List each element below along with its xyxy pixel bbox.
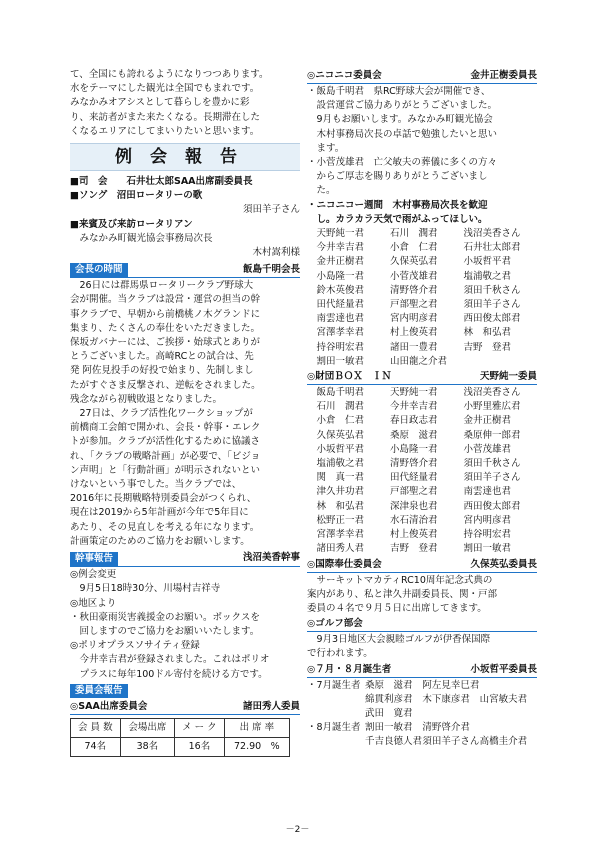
left-column [70,68,300,760]
attendance-header-row [71,718,290,737]
att-value-makeup: 16名 [175,737,225,756]
niconico-name: 金井正樹委員長 [470,70,537,81]
president-paragraph-1: 26日には群馬県ロータリークラブ野球大 会が開催。当クラブは設営・運営の担当の幹 事クラブで、早朝から前橋桃ノ木グランドに 集まり、たくさんの奉仕をいただきました。 保坂ガバナーには、ご挨拶・始球式とありが とうございました。高崎RCとの試合は、先 発 阿佐見投手の好投で始まり、先制しまし たがすぐさま反撃され、逆転をされました。 残念ながら初戦敗退となりました。 [70,280,261,405]
member-name: 戸部聖之君 [390,299,438,311]
member-name [464,355,538,369]
member-name: 金井正樹君 [463,415,512,427]
member-name: 清野啓介君 [390,458,438,470]
member-name: 南雲達也君 [316,313,365,325]
niconico-names [307,227,537,369]
member-name: 天野純一君 [390,387,438,399]
secretary-name: 浅沼美香幹事 [242,552,300,564]
member-name: 浅沼美香さん [463,228,521,240]
member-name: 吉野 登君 [390,543,438,555]
member-name: 久保英弘君 [316,429,365,441]
bday-title: ◎７月・８月誕生者 [307,663,392,675]
member-name: 田代経量君 [316,299,365,311]
member-name: 須田千秋さん [463,458,521,470]
member-name: 諸田秀人君 [316,543,365,555]
birthday-row [307,707,537,721]
sec-item-3: ◎ポリオプラスソサイティ登録 [70,640,200,652]
president-name: 飯島千明会長 [242,263,300,275]
att-value-rate: 72.90 % [224,737,289,756]
att-header-rate: 出 席 率 [224,718,289,737]
member-name: 今井幸吉君 [316,242,365,254]
guests-name: 木村嵩利様 [252,247,300,259]
member-name: 西田俊太郎君 [463,313,521,325]
member-name: 今井幸吉君 [390,401,438,413]
member-name: 宮内明彦君 [390,313,438,325]
niconico-week: ・ニコニコー週間 木村事務局次長を歓迎 し。カラカラ天気で雨がふってほしい。 [307,199,488,225]
member-name: 西田俊太郎君 [463,500,521,512]
member-name: 須田千秋さん [463,284,521,296]
member-name: 津久井功君 [316,486,365,498]
att-value-members: 74名 [71,737,121,756]
member-name: 春日政志君 [390,415,438,427]
sec-item-2-detail: ・秋田豪雨災害義援金のお願い。ボックスを 回しますのでご協力をお願いいたします。 [70,611,260,637]
member-name: 千吉良德人君 [365,736,423,748]
song-line: ■ソング 沼田ロータリーの歌 [70,190,203,202]
member-name: 割田一敏君 [316,355,365,367]
birthday-month [307,693,365,707]
birthday-row [307,735,537,749]
member-name: 宮澤孝幸君 [316,529,365,541]
box-names [307,386,537,556]
member-name: 塩浦敬之君 [316,458,365,470]
member-name: 石井壮太郎君 [463,242,521,254]
member-name: 割田一敏君 [365,722,413,734]
saa-header [70,700,300,715]
attendance-table [70,718,290,757]
member-name: 持谷明宏君 [463,529,512,541]
member-name: 清野啓介君 [422,722,470,734]
banner-title: 例会報告 [115,146,255,167]
box-title: ◎財団ＢＯＸ ＩＮ [307,371,392,383]
member-name: 小島隆一君 [390,443,438,455]
golf-title: ◎ゴルフ部会 [307,618,363,630]
committee-header [70,684,300,699]
member-name: 林 和弘君 [316,500,365,512]
president-header [70,262,300,278]
bday-header [307,663,537,678]
member-name: 小島隆一君 [316,270,365,282]
sec-item-1-detail: 9月5日18時30分、川場村吉祥寺 [79,583,221,595]
member-name: 桑原 滋君 [390,429,438,441]
golf-text: 9月3日地区大会親睦ゴルフが伊香保国際 で行われます。 [307,634,491,660]
secretary-header [70,551,300,567]
member-name: 小坂哲平君 [316,443,365,455]
sec-item-3-detail: 今井幸吉君が登録されました。これはポリオ プラスに毎年100ドル寄付を続ける方です。 [79,654,270,680]
member-name: 小野里雅広君 [463,401,521,413]
att-header-members: 会 員 数 [71,718,121,737]
saa-name: 諸田秀人委員 [242,700,300,712]
committee-tag: 委員会報告 [70,684,128,698]
member-name: 小倉 仁君 [390,242,438,254]
member-name: 綿貫利彦君 [365,693,413,705]
member-name: 持谷明宏君 [316,341,365,353]
birthday-list [307,679,537,750]
guests-heading: ■来賓及び来訪ロータリアン [70,218,193,230]
attendance-value-row [71,737,290,756]
member-name: 飯島千明君 [316,387,365,399]
intl-header [307,558,537,573]
birthday-month [307,707,365,721]
member-name: 宮澤孝幸君 [316,327,365,339]
song-leader: 須田羊子さん [242,204,300,216]
meeting-report-banner [70,143,300,171]
bday-name: 小坂哲平委員長 [470,663,537,675]
att-value-venue: 38名 [120,737,174,756]
member-name: 須田羊子さん [422,736,480,748]
member-name: 木下康彦君 [422,693,470,705]
member-name: 水石清治君 [390,514,438,526]
birthday-row [307,679,537,693]
member-name: 宮内明彦君 [463,514,512,526]
member-name: 松野正一君 [316,514,365,526]
guests-line: みなかみ町観光協会事務局次長 [79,232,213,244]
birthday-month: ・8月誕生者 [307,722,361,734]
att-header-makeup: メ ー ク [175,718,225,737]
member-name: 久保英弘君 [390,256,438,268]
birthday-month [307,735,365,749]
birthday-row [307,721,537,735]
member-name: 塩浦敬之君 [463,270,512,282]
member-name: 金井正樹君 [316,256,365,268]
niconico-header [307,69,537,84]
member-name: 南雲達也君 [463,486,512,498]
member-name: 小菅茂雄君 [390,270,438,282]
member-name: 林 和弘君 [463,327,512,339]
member-name: 阿左見幸巳君 [422,679,480,691]
birthday-row [307,693,537,707]
member-name: 割田一敏君 [463,543,512,555]
sec-item-1: ◎例会変更 [70,569,117,581]
member-name: 清野啓介君 [390,284,438,296]
member-name: 深津泉也君 [390,500,438,512]
member-name: 高橋圭介君 [479,736,528,748]
box-header [307,370,537,385]
member-name: 須田羊子さん [463,299,521,311]
member-name: 石川 潤君 [390,228,438,240]
member-name: 小倉 仁君 [316,415,365,427]
member-name: 武田 寛君 [365,707,413,719]
member-name: 石川 潤君 [316,401,365,413]
member-name: 村上俊英君 [390,529,438,541]
intl-title: ◎国際奉仕委員会 [307,558,382,570]
box-name: 天野純一委員 [479,371,537,383]
member-name: 天野純一君 [316,228,365,240]
right-column [307,68,537,750]
member-name: 鈴木英俊君 [316,284,365,296]
niconico-items: ・飯島千明君 県RC野球大会が開催でき、 設営運営ご協力ありがとうございました。 9月もお願いします。みなかみ町観光協会 木村事務局次長の卓話で勉強したいと思い ます。 ・小菅茂雄君 亡父敏夫の葬儀に多くの方々 からご厚志を賜りありがとうございまし た。 [307,86,498,197]
member-name: 小坂哲平君 [463,256,512,268]
member-name: 諸田一豊君 [390,341,438,353]
member-name: 浅沼美香さん [463,387,521,399]
birthday-month: ・7月誕生者 [307,679,361,691]
member-name: 戸部聖之君 [390,486,438,498]
member-name: 桑原 滋君 [365,679,413,691]
member-name: 山田龍之介君 [390,355,448,367]
president-tag: 会長の時間 [70,263,128,277]
secretary-tag: 幹事報告 [70,552,118,566]
sec-item-2: ◎地区より [70,597,117,609]
saa-title: ◎SAA出席委員会 [70,700,148,712]
intl-text: サーキットマカティRC10周年記念式典の 案内があり、私と津久井副委員長、関・戸部 委員の４名で９月５日に出席してきます。 [307,574,498,614]
mc-line: ■司 会 石井壮太郎SAA出席副委員長 [70,176,253,188]
intl-name: 久保英弘委員長 [470,558,537,570]
member-name: 関 真一君 [316,472,365,484]
member-name: 山宮敏夫君 [479,693,528,705]
att-header-venue: 会場出席 [120,718,174,737]
niconico-title: ◎ニコニコ委員会 [307,70,382,81]
golf-header [307,617,537,632]
intro-text: て、全国にも誇れるようになりつつあります。 水をテーマにした観光は全国でもまれです。 みなかみオアシスとして暮らしを豊かに彩 り、来訪者がまた来たくなる。長期滞在した くなるエリアにしてまいりたいと思います。 [70,69,269,137]
member-name: 村上俊英君 [390,327,438,339]
member-name: 小菅茂雄君 [463,443,512,455]
president-paragraph-2: 27日は、クラブ活性化ワークショップが 前橋商工会館で開かれ、会長・幹事・エレク トが参加。クラブが活性化するために協議さ れ、「クラブの戦略計画」が必要で、「ビジョ ン声明」と「行動計画」が明示されないとい けないという事でした。当クラブでは、 2016年に長期戦略特別委員会がつくられ、 現在は2019から5年計画が今年で5年目に あたり、その見直しを考える年になります。 計画策定のためのご協力をお願いします。 [70,408,261,547]
page-number: －2－ [285,825,310,835]
member-name: 桑原伸一郎君 [463,429,521,441]
member-name: 須田羊子さん [463,472,521,484]
member-name: 田代経量君 [390,472,438,484]
member-name: 吉野 登君 [463,341,512,353]
